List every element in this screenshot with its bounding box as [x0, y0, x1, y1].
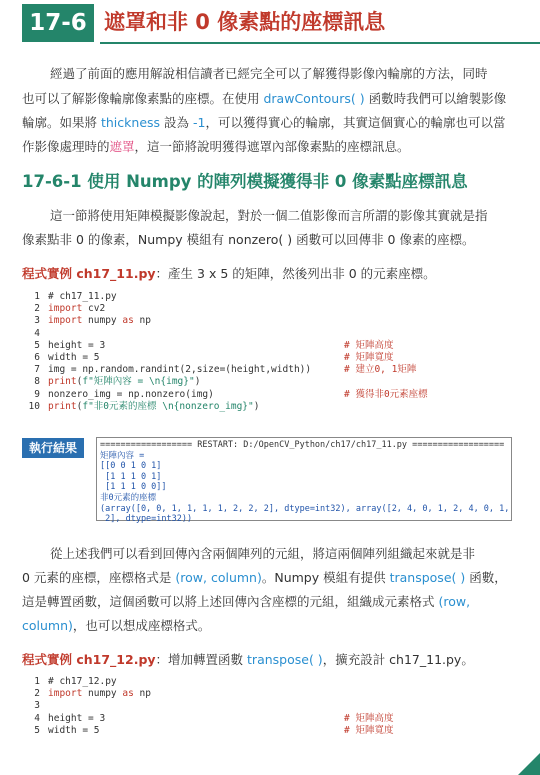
result-output-line: [1 1 1 0 1]: [100, 471, 162, 482]
para2-line-3: 這是轉置函數，這個函數可以將上述回傳內含座標的元組，組織成元素格式 (row,: [22, 594, 471, 609]
code-text: height = 3: [48, 712, 106, 724]
code-line: [26, 401, 526, 413]
code-listing-2: [26, 676, 526, 737]
code-line: [26, 303, 526, 315]
page-corner-decoration: [518, 753, 540, 775]
line-number: 2: [34, 688, 40, 700]
line-number: 2: [34, 303, 40, 315]
line-number: 3: [34, 315, 40, 327]
intro-line-2: 也可以了解影像輪廓像素點的座標。在使用 drawContours( ) 函數時我們可以繪製影像: [22, 91, 507, 106]
section-title: 遮罩和非 0 像素點的座標訊息: [104, 10, 386, 34]
line-number: 5: [34, 339, 40, 351]
code-text: height = 3: [48, 339, 106, 351]
line-number: 5: [34, 724, 40, 736]
code-text: import numpy as np: [48, 315, 151, 327]
result-badge: 執行結果: [22, 438, 84, 458]
code-comment: # 矩陣高度: [344, 712, 394, 724]
code-line: [26, 713, 526, 725]
code-line: [26, 725, 526, 737]
para2-line-2: 0 元素的座標，座標格式是 (row, column)。Numpy 模組有提供 transpose( ) 函數，: [22, 570, 507, 585]
code-text: # ch17_12.py: [48, 676, 117, 687]
para2-line-4: column)，也可以想成座標格式。: [22, 618, 211, 633]
intro-line-1: 經過了前面的應用解說相信讀者已經完全可以了解獲得影像內輪廓的方法，同時: [50, 66, 488, 81]
code-comment: # 矩陣寬度: [344, 351, 394, 363]
code-text: import cv2: [48, 303, 106, 315]
code-line: [26, 315, 526, 327]
section-number-badge: 17-6: [22, 4, 94, 42]
code-line: [26, 291, 526, 303]
intro-line-3: 輪廓。如果將 thickness 設為 -1，可以獲得實心的輪廓，其實這個實心的輪廓也可以當: [22, 115, 506, 130]
code-listing-1: [26, 291, 526, 413]
example-1-label: 程式實例 ch17_11.py：產生 3 x 5 的矩陣，然後列出非 0 的元素座標。: [22, 266, 436, 281]
code-line: [26, 389, 526, 401]
result-output-line: (array([0, 0, 1, 1, 1, 1, 2, 2, 2], dtype=int32), array([2, 4, 0, 1, 2, 4, 0, 1,: [100, 503, 510, 514]
code-text: width = 5: [48, 351, 100, 363]
code-line: [26, 676, 526, 688]
subsection-line-2: 像素點非 0 的像素，Numpy 模組有 nonzero( ) 函數可以回傳非 0 像素的座標。: [22, 232, 475, 247]
line-number: 4: [34, 712, 40, 724]
line-number: 9: [34, 388, 40, 400]
code-line: [26, 352, 526, 364]
para2-line-1: 從上述我們可以看到回傳內含兩個陣列的元組，將這兩個陣列組織起來就是非: [50, 546, 476, 561]
code-text: print(f"矩陣內容 = \n{img}"): [48, 376, 201, 388]
code-text: img = np.random.randint(2,size=(height,width)): [48, 364, 312, 376]
intro-line-4: 作影像處理時的遮罩，這一節將說明獲得遮罩內部像素點的座標訊息。: [22, 139, 410, 154]
result-output-line: 2], dtype=int32)): [100, 514, 193, 525]
example-2-label: 程式實例 ch17_12.py：增加轉置函數 transpose( )，擴充設計 ch17_11.py。: [22, 652, 474, 667]
header-divider: [100, 42, 540, 44]
line-number: 1: [34, 676, 40, 687]
code-comment: # 矩陣高度: [344, 339, 394, 351]
result-restart-line: ================== RESTART: D:/OpenCV_Python/ch17/ch17_11.py ==================: [100, 440, 505, 450]
code-line: [26, 688, 526, 700]
code-comment: # 矩陣寬度: [344, 724, 394, 736]
line-number: 3: [34, 700, 40, 712]
line-number: 4: [34, 327, 40, 339]
code-text: print(f"非0元素的座標 \n{nonzero_img}"): [48, 400, 260, 412]
code-line: [26, 700, 526, 712]
line-number: 10: [28, 400, 40, 412]
code-line: [26, 340, 526, 352]
code-line: [26, 328, 526, 340]
code-text: # ch17_11.py: [48, 291, 117, 302]
result-output-line: 矩陣內容 =: [100, 450, 145, 461]
subsection-line-1: 這一節將使用矩陣模擬影像說起，對於一個二值影像而言所謂的影像其實就是指: [50, 208, 488, 223]
result-output-line: [1 1 1 0 0]]: [100, 482, 167, 493]
line-number: 1: [34, 291, 40, 302]
code-comment: # 建立0, 1矩陣: [344, 364, 417, 376]
result-output-line: 非0元素的座標: [100, 492, 157, 503]
code-text: nonzero_img = np.nonzero(img): [48, 388, 214, 400]
result-output-box: [96, 437, 512, 525]
code-text: import numpy as np: [48, 688, 151, 700]
line-number: 7: [34, 364, 40, 376]
code-text: width = 5: [48, 724, 100, 736]
code-line: [26, 376, 526, 388]
code-line: [26, 364, 526, 376]
result-output-line: [[0 0 1 0 1]: [100, 461, 162, 472]
line-number: 8: [34, 376, 40, 388]
line-number: 6: [34, 351, 40, 363]
subsection-title: 17-6-1 使用 Numpy 的陣列模擬獲得非 0 像素點座標訊息: [22, 172, 468, 191]
code-comment: # 獲得非0元素座標: [344, 388, 428, 400]
